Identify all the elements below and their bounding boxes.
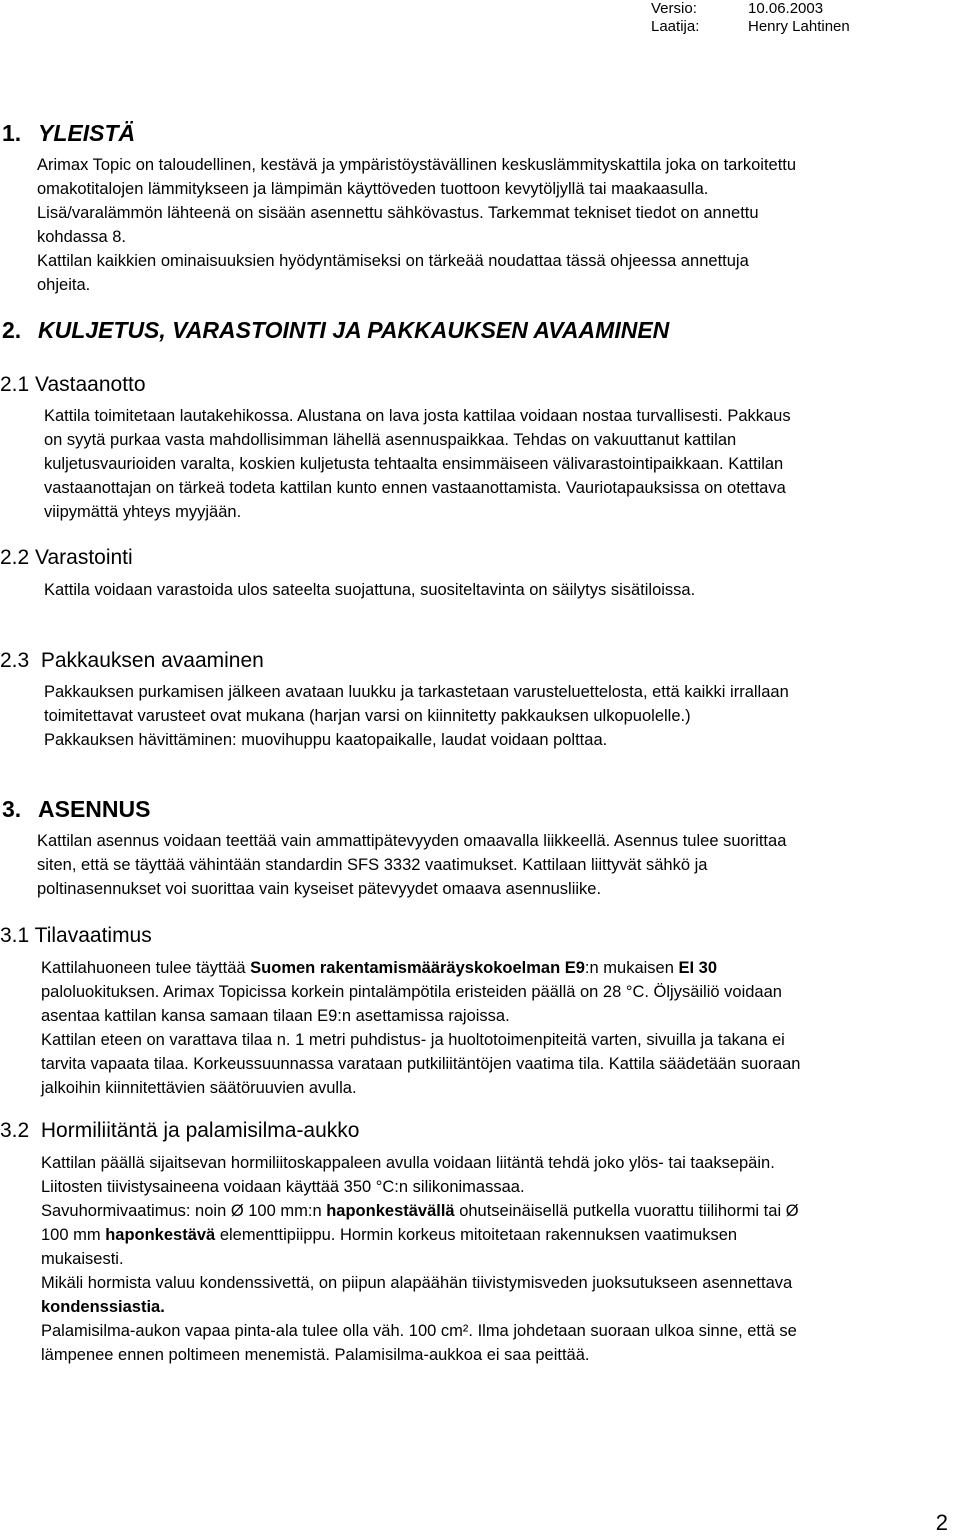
section-2-3-body bbox=[44, 680, 789, 752]
text-line bbox=[41, 956, 800, 980]
section-3-1-body bbox=[41, 956, 800, 1100]
text-line: Kattilan päällä sijaitsevan hormiliitoskappaleen avulla voidaan liitäntä tehdä joko ylös- tai taaksepäin. bbox=[41, 1154, 775, 1172]
text-line: tarvita vapaata tilaa. Korkeussuunnassa varataan putkiliitäntöjen vaatima tila. Kattila säädetään suoraan bbox=[41, 1055, 801, 1073]
section-2-2-heading: 2.2 Varastointi bbox=[0, 546, 133, 569]
text-line: toimitettavat varusteet ovat mukana (harjan varsi on kiinnitetty pakkauksen ulkopuolelle.) bbox=[44, 707, 691, 725]
section-3-body bbox=[37, 829, 786, 901]
section-2-title: KULJETUS, VARASTOINTI JA PAKKAUKSEN AVAAMINEN bbox=[38, 317, 670, 343]
text-run: ohutseinäisellä putkella vuorattu tiilihormi tai Ø bbox=[454, 1202, 799, 1220]
section-2-3-heading: 2.3 Pakkauksen avaaminen bbox=[0, 649, 264, 672]
section-2-1-body bbox=[44, 404, 791, 524]
section-2-2-body bbox=[44, 578, 695, 602]
section-3-2-heading: 3.2 Hormiliitäntä ja palamisilma-aukko bbox=[0, 1119, 360, 1142]
bold-run: Suomen rakentamismääräyskokoelman E9 bbox=[250, 959, 585, 977]
section-1-title: YLEISTÄ bbox=[38, 120, 136, 146]
text-line: Pakkauksen purkamisen jälkeen avataan luukku ja tarkastetaan varusteluettelosta, että kaikki irrallaan bbox=[44, 683, 789, 701]
bold-run: haponkestävä bbox=[105, 1226, 216, 1244]
section-1-body bbox=[37, 153, 796, 297]
section-2-1-heading: 2.1 Vastaanotto bbox=[0, 373, 146, 396]
bold-run: kondenssiastia. bbox=[41, 1298, 165, 1316]
section-3-heading bbox=[0, 796, 150, 823]
section-3-number: 3. bbox=[2, 796, 22, 822]
text-run: :n mukaisen bbox=[584, 959, 679, 977]
text-line: on syytä purkaa vasta mahdollisimman lähellä asennuspaikkaa. Tehdas on vakuuttanut kattilan bbox=[44, 431, 737, 449]
text-run: Savuhormivaatimus: noin Ø 100 mm:n bbox=[41, 1202, 327, 1220]
author-label: Laatija: bbox=[651, 18, 700, 35]
text-line: Lisä/varalämmön lähteenä on sisään asennettu sähkövastus. Tarkemmat tekniset tiedot on annettu bbox=[37, 204, 759, 222]
section-2-heading bbox=[0, 317, 669, 344]
text-line: Arimax Topic on taloudellinen, kestävä ja ympäristöystävällinen keskuslämmityskattila joka on tarkoitettu bbox=[37, 156, 797, 174]
author-value: Henry Lahtinen bbox=[748, 18, 850, 35]
text-line: Pakkauksen hävittäminen: muovihuppu kaatopaikalle, laudat voidaan polttaa. bbox=[44, 731, 608, 749]
section-1-heading bbox=[0, 120, 135, 147]
text-line bbox=[41, 1199, 799, 1223]
text-line: Kattilan eteen on varattava tilaa n. 1 metri puhdistus- ja huoltotoimenpiteitä varten, sivuilla ja takana ei bbox=[41, 1031, 785, 1049]
page-number: 2 bbox=[935, 1510, 948, 1535]
text-line: paloluokituksen. Arimax Topicissa korkein pintalämpötila eristeiden päällä on 28 °C. Öljysäiliö voidaan bbox=[41, 983, 782, 1001]
text-run: elementtipiippu. Hormin korkeus mitoitetaan rakennuksen vaatimuksen bbox=[215, 1226, 738, 1244]
text-line bbox=[41, 1223, 799, 1247]
text-run: Kattilahuoneen tulee täyttää bbox=[41, 959, 251, 977]
text-line: ohjeita. bbox=[37, 276, 91, 294]
text-line: Kattilan kaikkien ominaisuuksien hyödyntämiseksi on tärkeää noudattaa tässä ohjeessa annettuja bbox=[37, 252, 749, 270]
text-line: omakotitalojen lämmitykseen ja lämpimän käyttöveden tuottoon kevytöljyllä tai maakaasulla. bbox=[37, 180, 709, 198]
section-3-1-heading: 3.1 Tilavaatimus bbox=[0, 924, 152, 947]
section-2-number: 2. bbox=[2, 317, 22, 343]
text-line: viipymättä yhteys myyjään. bbox=[44, 503, 242, 521]
text-line: siten, että se täyttää vähintään standardin SFS 3332 vaatimukset. Kattilaan liittyvät sähkö ja bbox=[37, 856, 708, 874]
bold-run: EI 30 bbox=[678, 959, 717, 977]
text-run: 100 mm bbox=[41, 1226, 106, 1244]
version-value: 10.06.2003 bbox=[748, 0, 824, 17]
text-line: Kattilan asennus voidaan teettää vain ammattipätevyyden omaavalla liikkeellä. Asennus tulee suorittaa bbox=[37, 832, 787, 850]
text-line: Mikäli hormista valuu kondenssivettä, on piipun alapäähän tiivistymisveden juoksutukseen asennettava bbox=[41, 1274, 793, 1292]
text-line: vastaanottajan on tärkeä todeta kattilan kunto ennen vastaanottamista. Vauriotapauksissa on otettava bbox=[44, 479, 786, 497]
text-line: mukaisesti. bbox=[41, 1250, 124, 1268]
section-3-2-body bbox=[41, 1151, 799, 1367]
text-line: poltinasennukset voi suorittaa vain kyseiset pätevyydet omaava asennusliike. bbox=[37, 880, 602, 898]
text-line: Palamisilma-aukon vapaa pinta-ala tulee olla väh. 100 cm². Ilma johdetaan suoraan ulkoa sinne, että se bbox=[41, 1322, 797, 1340]
section-3-title: ASENNUS bbox=[38, 796, 151, 822]
text-line: kohdassa 8. bbox=[37, 228, 126, 246]
text-line: kuljetusvaurioiden varalta, koskien kuljetusta tehtaalta ensimmäiseen välivarastointipaikkaan. Kattilan bbox=[44, 455, 784, 473]
text-line: lämpenee ennen poltimeen menemistä. Palamisilma-aukkoa ei saa peittää. bbox=[41, 1346, 590, 1364]
text-line: jalkoihin kiinnitettävien säätöruuvien avulla. bbox=[41, 1079, 357, 1097]
version-label: Versio: bbox=[651, 0, 697, 17]
text-line: Liitosten tiivistysaineena voidaan käyttää 350 °C:n silikonimassaa. bbox=[41, 1178, 525, 1196]
text-line: Kattila voidaan varastoida ulos sateelta suojattuna, suositeltavinta on säilytys sisätiloissa. bbox=[44, 581, 696, 599]
text-line: Kattila toimitetaan lautakehikossa. Alustana on lava josta kattilaa voidaan nostaa turvallisesti. Pakkaus bbox=[44, 407, 791, 425]
bold-run: haponkestävällä bbox=[326, 1202, 455, 1220]
text-line bbox=[41, 1295, 799, 1319]
section-1-number: 1. bbox=[2, 120, 22, 146]
text-line: asentaa kattilan kansa samaan tilaan E9:n asettamissa rajoissa. bbox=[41, 1007, 510, 1025]
